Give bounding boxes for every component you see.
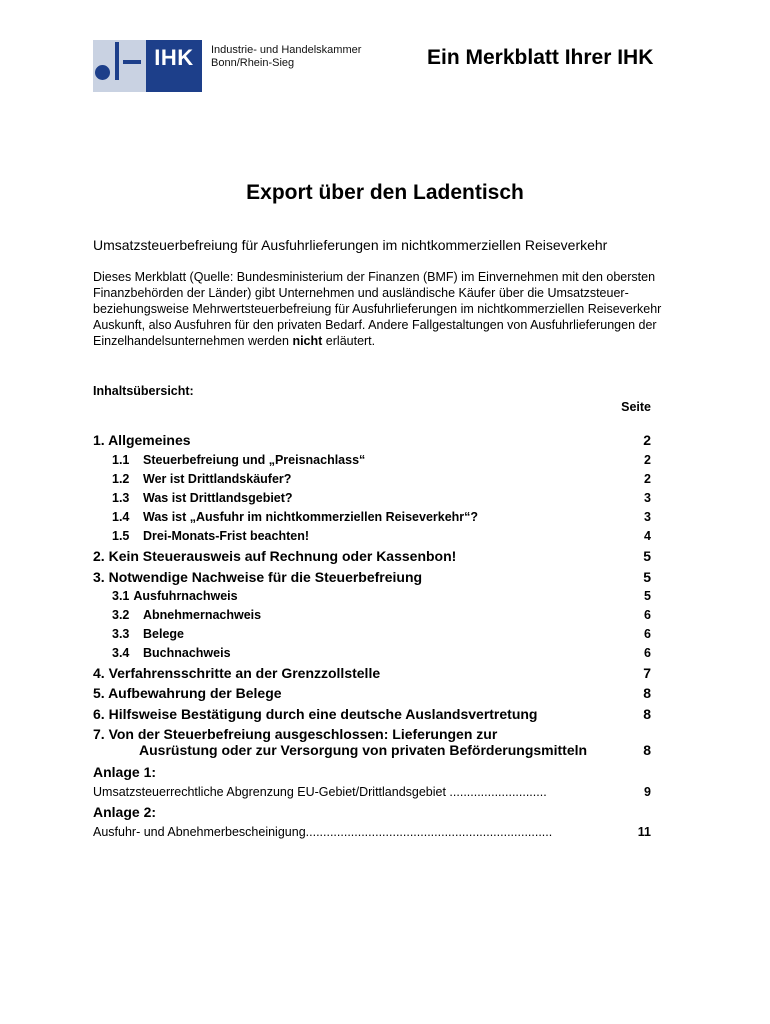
toc-entry-page: 4 (644, 529, 651, 543)
toc-entry-page: 3 (644, 491, 651, 505)
toc-entry-page: 8 (643, 742, 651, 758)
annex-entry[interactable]: Umsatzsteuerrechtliche Abgrenzung EU-Gebiet/Drittlandsgebiet ............................ (93, 785, 547, 799)
annex-entry[interactable]: Ausfuhr- und Abnehmerbescheinigung....................................................................... (93, 825, 553, 839)
document-subtitle: Umsatzsteuerbefreiung für Ausfuhrlieferungen im nichtkommerziellen Reiseverkehr (93, 237, 608, 253)
toc-entry-label: 1.4 Was ist „Ausfuhr im nichtkommerziellen Reiseverkehr“? (112, 510, 479, 524)
toc-entry-label: 1.2 Wer ist Drittlandskäufer? (112, 472, 292, 486)
toc-entry-label: 5. Aufbewahrung der Belege (93, 685, 282, 701)
toc-entry[interactable] (0, 548, 770, 566)
toc-entry-page: 8 (643, 706, 651, 722)
toc-entry-continuation: Ausrüstung oder zur Versorgung von privaten Beförderungsmitteln (139, 742, 588, 758)
toc-entry-label: 2. Kein Steuerausweis auf Rechnung oder Kassenbon! (93, 548, 457, 564)
toc-entry-page: 6 (644, 627, 651, 641)
document-title: Export über den Ladentisch (246, 181, 524, 204)
toc-page-heading: Seite (621, 400, 651, 414)
intro-text-end: erläutert. (325, 334, 376, 348)
logo-line-1: Industrie- und Handelskammer (211, 44, 362, 56)
annex-entry-page: 9 (644, 785, 651, 799)
toc-entry[interactable] (0, 569, 770, 587)
toc-entry[interactable] (0, 685, 770, 703)
logo-line-2: Bonn/Rhein-Sieg (211, 57, 295, 69)
toc-entry-label: 3. Notwendige Nachweise für die Steuerbefreiung (93, 569, 423, 585)
toc-entry-page: 8 (643, 685, 651, 701)
toc-entry[interactable] (0, 510, 770, 528)
toc-entry-label: 6. Hilfsweise Bestätigung durch eine deutsche Auslandsvertretung (93, 706, 538, 722)
toc-entry[interactable] (0, 491, 770, 509)
annex-entry-page: 11 (637, 825, 651, 839)
toc-entry-page: 2 (643, 432, 651, 448)
toc-entry-label: 7. Von der Steuerbefreiung ausgeschlossen: Lieferungen zur (93, 726, 498, 742)
toc-entry[interactable] (0, 627, 770, 645)
toc-entry-label: 4. Verfahrensschritte an der Grenzzollstelle (93, 665, 381, 681)
annex-title: Anlage 2: (93, 804, 157, 820)
toc-heading: Inhaltsübersicht: (93, 384, 194, 398)
toc-entry-label: 3.2 Abnehmernachweis (112, 608, 262, 622)
toc-entry-label: 1.1 Steuerbefreiung und „Preisnachlass“ (112, 453, 366, 467)
toc-entry-page: 2 (644, 472, 651, 486)
toc-entry[interactable] (0, 453, 770, 471)
toc-entry-page: 5 (643, 548, 651, 564)
toc-entry-label: 3.3 Belege (112, 627, 184, 641)
toc-entry[interactable] (0, 589, 770, 607)
toc-entry-page: 5 (644, 589, 651, 603)
toc-entry[interactable] (0, 706, 770, 724)
toc-entry-page: 7 (643, 665, 651, 681)
toc-entry[interactable] (0, 608, 770, 626)
header-merkblatt: Ein Merkblatt Ihrer IHK (427, 46, 654, 69)
toc-entry-page: 2 (644, 453, 651, 467)
logo-abbreviation: IHK (154, 45, 194, 70)
toc-entry-label: 1.3 Was ist Drittlandsgebiet? (112, 491, 293, 505)
toc-entry-label: 3.4 Buchnachweis (112, 646, 231, 660)
toc-entry-label: 1.5 Drei-Monats-Frist beachten! (112, 529, 309, 543)
annex-title: Anlage 1: (93, 764, 157, 780)
toc-entry-label: 3.1 Ausfuhrnachweis (112, 589, 238, 603)
toc-entry-page: 6 (644, 608, 651, 622)
toc-entry-page: 6 (644, 646, 651, 660)
toc-entry-label: 1. Allgemeines (93, 432, 191, 448)
toc-entry[interactable] (0, 529, 770, 547)
toc-entry[interactable] (0, 472, 770, 490)
intro-bold-word: nicht (292, 334, 323, 348)
toc-entry-page: 5 (643, 569, 651, 585)
intro-text: Dieses Merkblatt (Quelle: Bundesministerium der Finanzen (BMF) im Einvernehmen mit den obersten Finanzbehörden der Länder) gibt Unternehmen und ausländische Käufer über die Umsatzsteuer- beziehungsweise Mehrwertsteuerbefreiung für Ausfuhrlieferungen im nichtkommerziellen Reiseverkehr Auskunft, also Ausfuhren für den privaten Bedarf. Andere Fallgestaltungen von Ausfuhrlieferungen der Einzelhandelsunternehmen werden (93, 270, 662, 348)
toc-entry[interactable] (0, 665, 770, 683)
toc-entry-page: 3 (644, 510, 651, 524)
toc-entry[interactable] (0, 646, 770, 664)
toc-entry[interactable] (0, 432, 770, 450)
